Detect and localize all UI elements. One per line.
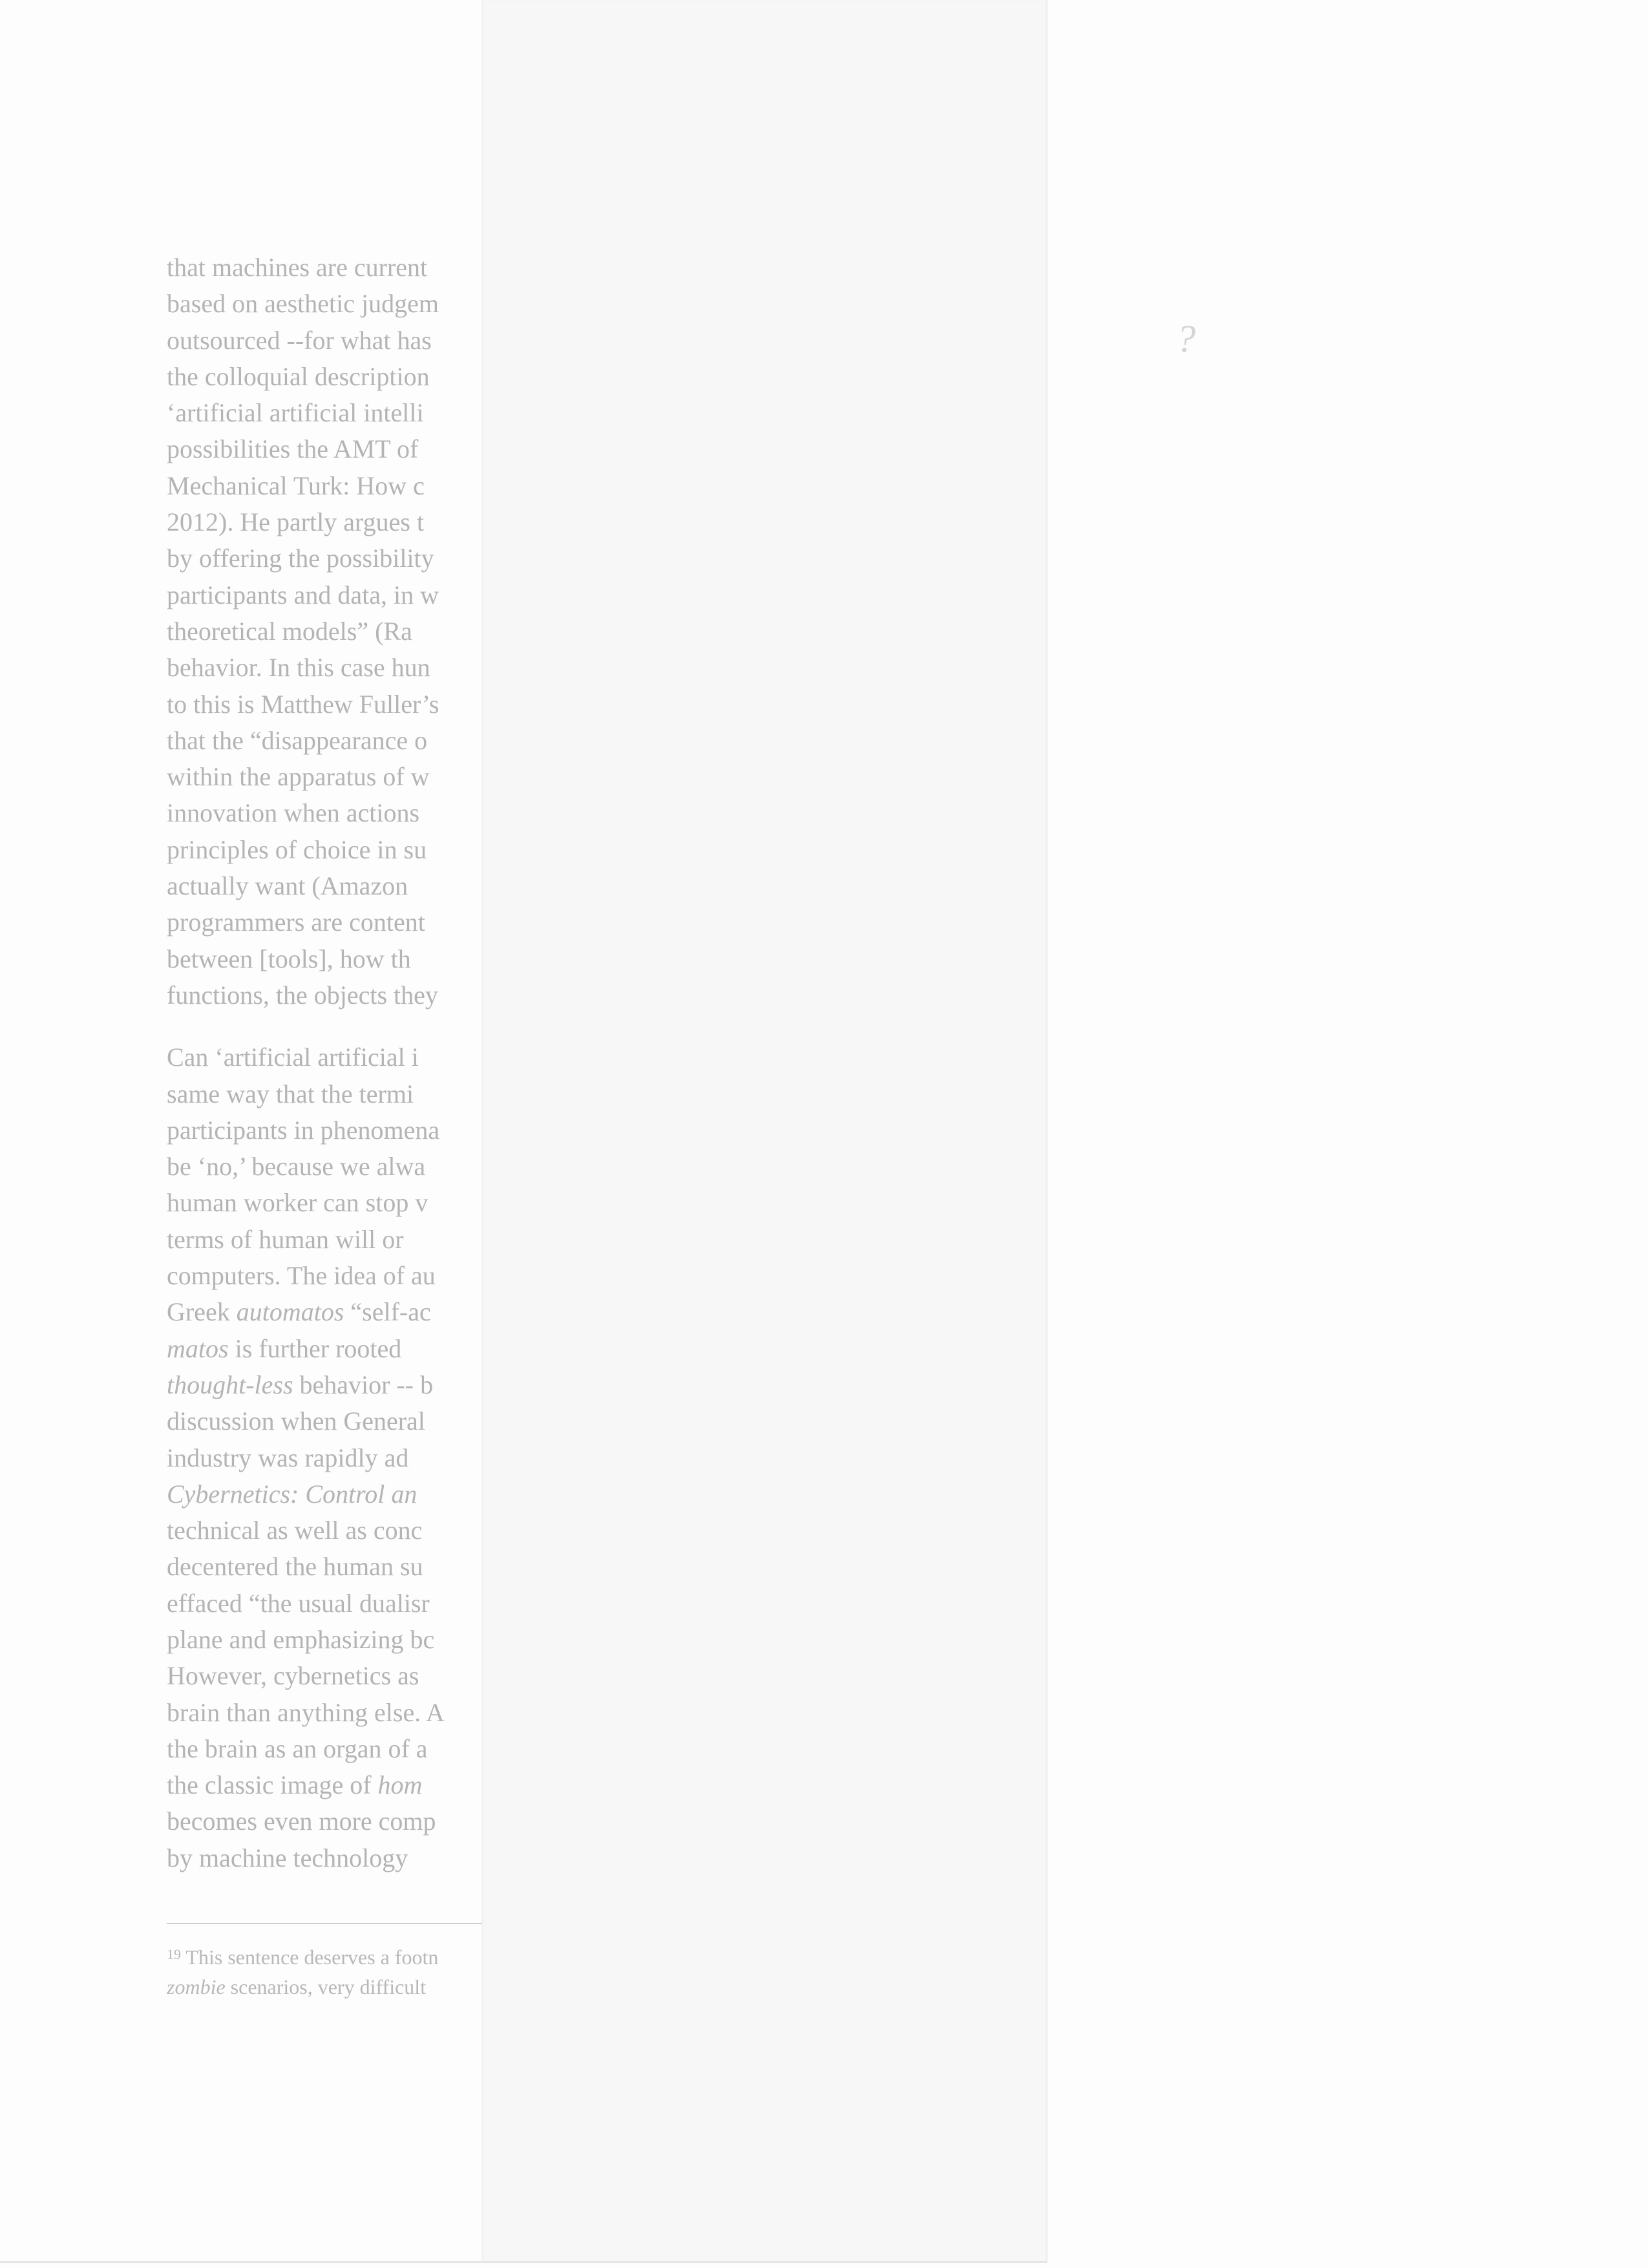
- text-line: [167, 759, 482, 795]
- text-line: [167, 904, 482, 940]
- text-line: [167, 323, 482, 359]
- text-line: [167, 431, 482, 467]
- text-line: [167, 1258, 482, 1294]
- italic-text: hom: [377, 1770, 423, 1800]
- line-text: to this is Matthew Fuller’s: [167, 689, 439, 719]
- line-text: participants in phenomena: [167, 1115, 440, 1145]
- line-text: by machine technology: [167, 1843, 408, 1872]
- line-text: outsourced --for what has: [167, 325, 432, 355]
- paragraph-2: [167, 1039, 482, 1876]
- line-text: effaced “the usual dualisr: [167, 1588, 430, 1618]
- line-text: computers. The idea of au: [167, 1261, 436, 1291]
- line-text: 2012). He partly argues t: [167, 507, 425, 537]
- text-line: [167, 795, 482, 831]
- line-text: Mechanical Turk: How c: [167, 471, 425, 500]
- text-line: [167, 1767, 482, 1803]
- text-line: [167, 1076, 482, 1112]
- line-text: behavior -- b: [293, 1370, 434, 1399]
- text-line: [167, 1039, 482, 1076]
- text-line: [167, 868, 482, 904]
- text-line: [167, 1803, 482, 1839]
- line-text: behavior. In this case hun: [167, 653, 430, 683]
- text-column: [167, 249, 482, 2189]
- line-text: brain than anything else. A: [167, 1697, 445, 1727]
- line-text: be ‘no,’ because we alwa: [167, 1152, 426, 1182]
- line-text: is further rooted: [228, 1333, 402, 1363]
- text-line: [167, 941, 482, 977]
- margin-mark: ?: [1176, 317, 1196, 360]
- line-text: the classic image of: [167, 1770, 378, 1800]
- line-text: within the apparatus of w: [167, 762, 430, 792]
- line-text: principles of choice in su: [167, 834, 427, 864]
- text-line: [167, 504, 482, 540]
- line-text: same way that the termi: [167, 1079, 414, 1108]
- line-text: becomes even more comp: [167, 1807, 436, 1836]
- text-line: [167, 650, 482, 686]
- line-text: decentered the human su: [167, 1552, 423, 1582]
- text-line: [167, 468, 482, 504]
- line-text: functions, the objects they: [167, 980, 438, 1010]
- text-line: [167, 1585, 482, 1622]
- text-line: [167, 832, 482, 868]
- line-text: that machines are current: [167, 253, 428, 282]
- line-text: Greek: [167, 1297, 237, 1327]
- footnote-line-1: [167, 1942, 482, 1972]
- text-line: [167, 1840, 482, 1876]
- text-line: [167, 1112, 482, 1149]
- line-text: theoretical models” (Ra: [167, 616, 412, 646]
- line-text: human worker can stop v: [167, 1188, 428, 1218]
- footnote: [167, 1942, 482, 2002]
- text-line: [167, 1549, 482, 1585]
- text-line: [167, 723, 482, 759]
- footnote-italic: zombie: [167, 1975, 226, 1999]
- text-line: [167, 1476, 482, 1512]
- italic-text: automatos: [236, 1297, 344, 1327]
- text-line: [167, 395, 482, 431]
- text-line: [167, 286, 482, 322]
- paragraph-gap: [167, 1013, 482, 1039]
- cover-sheet: [481, 0, 1047, 2262]
- text-line: [167, 1622, 482, 1658]
- text-line: [167, 1658, 482, 1694]
- line-text: by offering the possibility: [167, 544, 434, 573]
- paragraph-1: [167, 249, 482, 1013]
- text-line: [167, 1222, 482, 1258]
- text-line: [167, 1331, 482, 1367]
- text-line: [167, 249, 482, 286]
- text-line: [167, 359, 482, 395]
- text-line: [167, 686, 482, 723]
- italic-text: Cybernetics: Control an: [167, 1479, 417, 1509]
- cover-sheet-edge: [1046, 0, 1048, 2262]
- line-text: terms of human will or: [167, 1224, 404, 1254]
- text-line: [167, 577, 482, 613]
- text-line: [167, 540, 482, 577]
- line-text: innovation when actions: [167, 798, 420, 828]
- line-text: the colloquial description: [167, 361, 430, 391]
- line-text: “self-ac: [344, 1297, 431, 1327]
- text-line: [167, 1294, 482, 1330]
- text-line: [167, 1512, 482, 1549]
- line-text: participants and data, in w: [167, 580, 439, 609]
- text-line: [167, 1367, 482, 1403]
- line-text: the brain as an organ of a: [167, 1733, 428, 1763]
- italic-text: matos: [167, 1333, 229, 1363]
- text-line: [167, 1440, 482, 1476]
- line-text: actually want (Amazon: [167, 871, 408, 901]
- text-line: [167, 1149, 482, 1185]
- text-line: [167, 977, 482, 1013]
- text-line: [167, 1403, 482, 1439]
- text-line: [167, 1731, 482, 1767]
- line-text: Can ‘artificial artificial i: [167, 1043, 419, 1072]
- italic-text: thought-less: [167, 1370, 293, 1399]
- line-text: ‘artificial artificial intelli: [167, 398, 424, 428]
- line-text: technical as well as conc: [167, 1516, 423, 1545]
- text-line: [167, 1695, 482, 1731]
- line-text: based on aesthetic judgem: [167, 289, 439, 319]
- line-text: possibilities the AMT of: [167, 434, 419, 464]
- line-text: discussion when General: [167, 1406, 425, 1436]
- line-text: that the “disappearance o: [167, 725, 428, 755]
- footnote-line-2: [167, 1972, 482, 2002]
- footnote-rule: [167, 1923, 482, 1924]
- footnote-text-2: scenarios, very difficult: [225, 1975, 427, 1999]
- text-line: [167, 613, 482, 650]
- text-line: [167, 1185, 482, 1221]
- page-bottom-edge: [0, 2261, 1047, 2263]
- line-text: industry was rapidly ad: [167, 1443, 409, 1472]
- line-text: between [tools], how th: [167, 944, 411, 973]
- footnote-number: 19: [167, 1946, 181, 1963]
- line-text: plane and emphasizing bc: [167, 1624, 435, 1654]
- footnote-text-1: This sentence deserves a footn: [185, 1945, 439, 1969]
- line-text: programmers are content: [167, 907, 425, 937]
- line-text: However, cybernetics as: [167, 1661, 419, 1691]
